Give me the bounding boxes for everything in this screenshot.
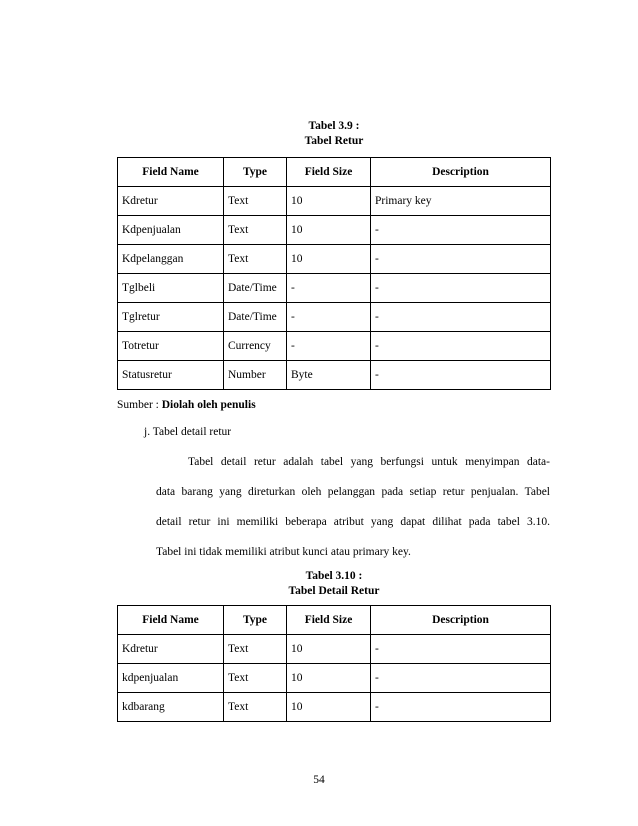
table-row xyxy=(118,361,551,390)
cell-type: Text xyxy=(224,664,287,693)
cell-description: - xyxy=(371,664,551,693)
header-description: Description xyxy=(371,158,551,187)
cell-description: Primary key xyxy=(371,187,551,216)
table2-caption-number: Tabel 3.10 : xyxy=(305,570,363,582)
table-detail-retur xyxy=(117,605,551,722)
cell-description: - xyxy=(371,216,551,245)
cell-field-size: 10 xyxy=(287,187,371,216)
table-row xyxy=(118,303,551,332)
cell-type: Number xyxy=(224,361,287,390)
cell-type: Date/Time xyxy=(224,303,287,332)
cell-field-name: Kdpenjualan xyxy=(118,216,224,245)
cell-field-name: Kdpelanggan xyxy=(118,245,224,274)
cell-field-size: - xyxy=(287,274,371,303)
table1-caption-title: Tabel Retur xyxy=(304,135,364,147)
cell-type: Text xyxy=(224,187,287,216)
cell-field-name: Totretur xyxy=(118,332,224,361)
table-row xyxy=(118,664,551,693)
cell-field-name: Kdretur xyxy=(118,187,224,216)
cell-type: Currency xyxy=(224,332,287,361)
paragraph-line: detail retur ini memiliki beberapa atribut yang dapat dilihat pada tabel 3.10. xyxy=(156,516,550,528)
cell-field-size: 10 xyxy=(287,245,371,274)
paragraph-line: Tabel detail retur adalah tabel yang berfungsi untuk menyimpan data- xyxy=(188,456,550,468)
table2-caption-title: Tabel Detail Retur xyxy=(288,585,380,597)
table-row xyxy=(118,332,551,361)
table-header-row xyxy=(118,158,551,187)
cell-description: - xyxy=(371,635,551,664)
cell-type: Date/Time xyxy=(224,274,287,303)
table-retur xyxy=(117,157,551,390)
cell-type: Text xyxy=(224,245,287,274)
table1-caption-number: Tabel 3.9 : xyxy=(308,120,360,132)
table2-caption xyxy=(118,569,550,599)
cell-field-size: - xyxy=(287,303,371,332)
cell-description: - xyxy=(371,361,551,390)
cell-field-name: Statusretur xyxy=(118,361,224,390)
cell-field-name: kdbarang xyxy=(118,693,224,722)
source-value: Diolah oleh penulis xyxy=(161,399,256,411)
cell-description: - xyxy=(371,332,551,361)
cell-field-size: 10 xyxy=(287,693,371,722)
table-header-row xyxy=(118,606,551,635)
cell-field-name: Tglbeli xyxy=(118,274,224,303)
table-row xyxy=(118,245,551,274)
source-note xyxy=(117,399,256,411)
cell-description: - xyxy=(371,303,551,332)
header-field-name: Field Name xyxy=(118,606,224,635)
table-row xyxy=(118,693,551,722)
section-heading: j. Tabel detail retur xyxy=(144,426,232,438)
page-number: 54 xyxy=(313,774,325,786)
cell-description: - xyxy=(371,274,551,303)
cell-field-name: Tglretur xyxy=(118,303,224,332)
header-field-size: Field Size xyxy=(287,606,371,635)
cell-description: - xyxy=(371,693,551,722)
cell-type: Text xyxy=(224,693,287,722)
header-description: Description xyxy=(371,606,551,635)
cell-field-size: 10 xyxy=(287,635,371,664)
table-row xyxy=(118,187,551,216)
cell-field-size: Byte xyxy=(287,361,371,390)
cell-description: - xyxy=(371,245,551,274)
cell-field-size: 10 xyxy=(287,664,371,693)
cell-type: Text xyxy=(224,635,287,664)
header-field-name: Field Name xyxy=(118,158,224,187)
header-type: Type xyxy=(224,158,287,187)
table-row xyxy=(118,635,551,664)
paragraph-line: Tabel ini tidak memiliki atribut kunci atau primary key. xyxy=(156,546,411,558)
header-field-size: Field Size xyxy=(287,158,371,187)
source-label: Sumber : xyxy=(117,399,162,411)
cell-field-size: - xyxy=(287,332,371,361)
table-row xyxy=(118,216,551,245)
table-row xyxy=(118,274,551,303)
header-type: Type xyxy=(224,606,287,635)
paragraph-line: data barang yang direturkan oleh pelanggan pada setiap retur penjualan. Tabel xyxy=(156,486,550,498)
cell-field-size: 10 xyxy=(287,216,371,245)
cell-field-name: Kdretur xyxy=(118,635,224,664)
table1-caption xyxy=(118,119,550,149)
cell-field-name: kdpenjualan xyxy=(118,664,224,693)
cell-type: Text xyxy=(224,216,287,245)
